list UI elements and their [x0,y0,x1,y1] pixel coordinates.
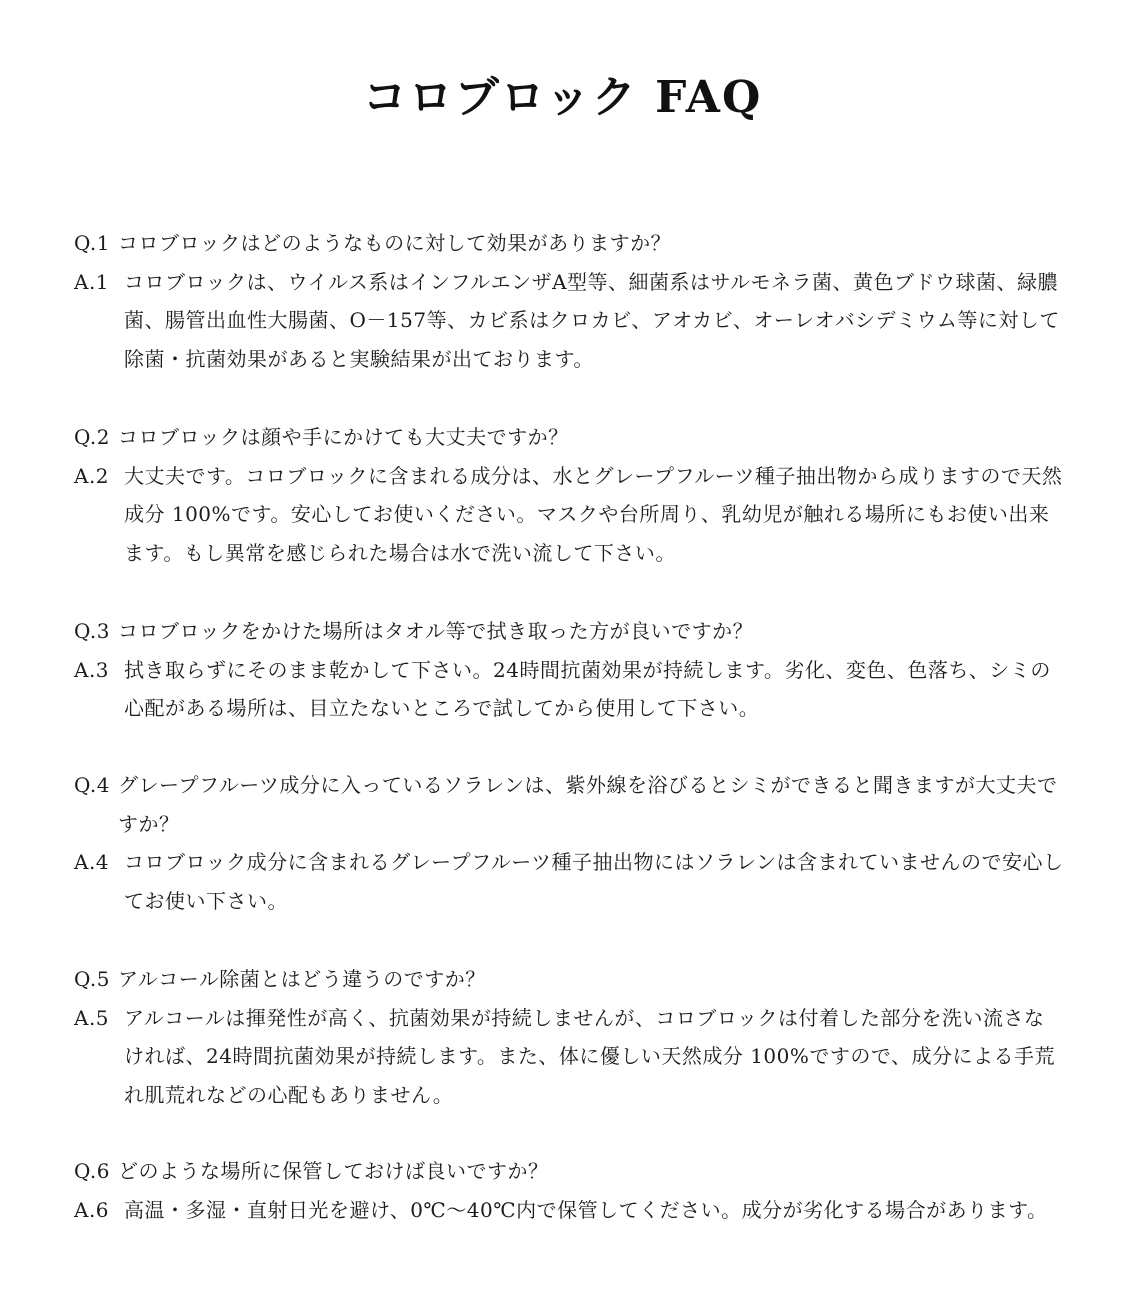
answer-text: コロブロック成分に含まれるグレープフルーツ種子抽出物にはソラレンは含まれていませんので安心してお使い下さい。 [124,850,1064,913]
faq-item-2 [74,418,1064,572]
question-6 [74,1152,1064,1191]
answer-3 [74,651,1064,728]
question-text: グレープフルーツ成分に入っているソラレンは、紫外線を浴びるとシミができると聞きますが大丈夫ですか？ [118,773,1058,836]
question-2 [74,418,1064,457]
question-1 [74,224,1064,263]
answer-label: A.1 [74,269,110,294]
answer-text: 拭き取らずにそのまま乾かして下さい。24時間抗菌効果が持続します。劣化、変色、色落ち、シミの心配がある場所は、目立たないところで試してから使用して下さい。 [124,657,1051,720]
answer-2 [74,457,1064,573]
answer-text: アルコールは揮発性が高く、抗菌効果が持続しませんが、コロブロックは付着した部分を洗い流さなければ、24時間抗菌効果が持続します。また、体に優しい天然成分 100%ですので、成分による手荒れ肌荒れなどの心配もありません。 [124,1005,1055,1107]
question-label: Q.2 [74,425,110,449]
faq-item-3 [74,612,1064,728]
question-4 [74,766,1064,843]
question-text: コロブロックをかけた場所はタオル等で拭き取った方が良いですか？ [118,619,754,643]
faq-item-1 [74,224,1064,378]
answer-4 [74,843,1064,920]
faq-item-6 [74,1152,1064,1229]
answer-label: A.6 [74,1197,110,1222]
question-5 [74,960,1064,999]
question-text: コロブロックは顔や手にかけても大丈夫ですか？ [118,425,569,449]
question-text: アルコール除菌とはどう違うのですか？ [118,967,486,991]
answer-label: A.5 [74,1005,110,1030]
faq-item-5 [74,960,1064,1114]
question-label: Q.1 [74,231,110,255]
faq-item-4 [74,766,1064,920]
page-title: コロブロック FAQ [362,72,763,123]
answer-6 [74,1191,1064,1230]
answer-label: A.2 [74,463,110,488]
question-label: Q.5 [74,967,110,991]
answer-1 [74,263,1064,379]
question-label: Q.3 [74,619,110,643]
question-label: Q.6 [74,1159,110,1183]
answer-5 [74,999,1064,1115]
question-3 [74,612,1064,651]
answer-text: 大丈夫です。コロブロックに含まれる成分は、水とグレープフルーツ種子抽出物から成りますので天然成分 100%です。安心してお使いください。マスクや台所周り、乳幼児が触れる場所にもお使い出来ます。もし異常を感じられた場合は水で洗い流して下さい。 [124,463,1063,565]
answer-text: コロブロックは、ウイルス系はインフルエンザA型等、細菌系はサルモネラ菌、黄色ブドウ球菌、緑膿菌、腸管出血性大腸菌、O－157等、カビ系はクロカビ、アオカビ、オーレオバシデミウム等に対して除菌・抗菌効果があると実験結果が出ております。 [124,269,1060,371]
question-label: Q.4 [74,773,110,797]
answer-label: A.4 [74,850,110,874]
answer-text: 高温・多湿・直射日光を避け、0℃～40℃内で保管してください。成分が劣化する場合があります。 [124,1197,1048,1222]
question-text: どのような場所に保管しておけば良いですか？ [118,1159,549,1183]
answer-label: A.3 [74,657,110,682]
question-text: コロブロックはどのようなものに対して効果がありますか？ [118,231,672,255]
